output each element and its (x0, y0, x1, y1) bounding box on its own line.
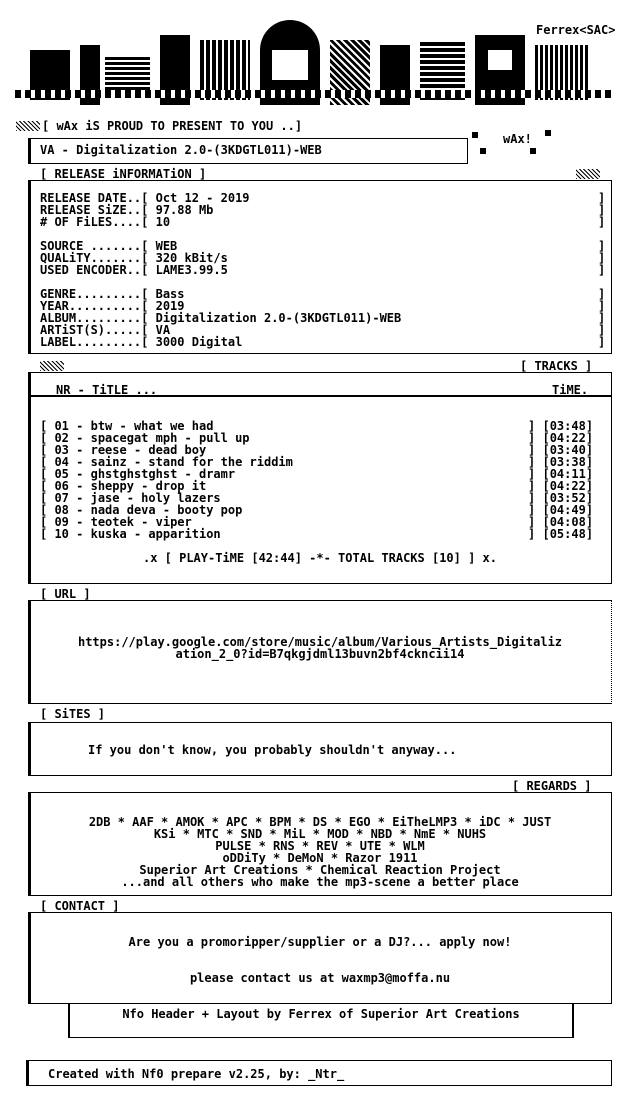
track-title: sainz - stand for the riddim (90, 455, 293, 469)
info-label: SOURCE .......[ (40, 239, 149, 253)
ascii-logo (10, 10, 610, 122)
info-label: USED ENCODER..[ (40, 263, 149, 277)
hatch-decoration (16, 121, 40, 131)
artist-tag: Ferrex<SAC> (536, 23, 616, 37)
info-label: ARTiST(S).....[ (40, 323, 149, 337)
wax-tag: wAx! (503, 132, 532, 146)
track-time: ] [03:52] (528, 491, 594, 505)
credit-text: Nfo Header + Layout by Ferrex of Superior Art Creations (122, 1007, 520, 1021)
tracks-col-time: TiME. (552, 383, 589, 397)
track-nr: 08 (54, 503, 69, 517)
info-value: WEB (155, 239, 178, 253)
track-nr: 02 (54, 431, 69, 445)
track-row: [ 09 - teotek - viper (40, 515, 192, 529)
regards-line: ...and all others who make the mp3-scene a better place (121, 875, 519, 889)
track-time: ] [04:08] (528, 515, 594, 529)
info-value: 2019 (155, 299, 185, 313)
track-title: kuska - apparition (90, 527, 221, 541)
track-row: [ 01 - btw - what we had (40, 419, 214, 433)
contact-heading: [ CONTACT ] (40, 899, 120, 913)
info-value: Digitalization 2.0-(3KDGTL011)-WEB (155, 311, 402, 325)
tracks-summary: .x [ PLAY-TiME [42:44] -*- TOTAL TRACKS [10] ] x. (142, 551, 497, 565)
track-row: [ 04 - sainz - stand for the riddim (40, 455, 293, 469)
info-label: LABEL.........[ (40, 335, 149, 349)
track-row: [ 07 - jase - holy lazers (40, 491, 221, 505)
info-value: LAME3.99.5 (155, 263, 228, 277)
contact-box (28, 912, 612, 1004)
intro-line: [ wAx iS PROUD TO PRESENT TO YOU ..] (42, 119, 303, 133)
info-value: 10 (155, 215, 171, 229)
regards-line: Superior Art Creations * Chemical Reaction Project (139, 863, 501, 877)
track-nr: 07 (54, 491, 69, 505)
info-label: QUALiTY.......[ (40, 251, 149, 265)
track-row: [ 02 - spacegat mph - pull up (40, 431, 250, 445)
track-row: [ 03 - reese - dead boy (40, 443, 207, 457)
track-time: ] [03:38] (528, 455, 594, 469)
hatch-decoration (40, 361, 64, 371)
track-title: reese - dead boy (90, 443, 207, 457)
release-info-heading: [ RELEASE iNFORMATiON ] (40, 167, 207, 181)
regards-line: KSi * MTC * SND * MiL * MOD * NBD * NmE * NUHS (153, 827, 487, 841)
track-title: nada deva - booty pop (90, 503, 243, 517)
track-time: ] [04:22] (528, 431, 594, 445)
info-label: # OF FiLES....[ (40, 215, 149, 229)
track-time: ] [04:49] (528, 503, 594, 517)
track-title: jase - holy lazers (90, 491, 221, 505)
track-title: spacegat mph - pull up (90, 431, 250, 445)
info-row (40, 336, 242, 348)
contact-line-1: Are you a promoripper/supplier or a DJ?... apply now! (128, 935, 512, 949)
tracks-col-title: NR - TiTLE ... (56, 383, 158, 397)
hatch-decoration (576, 169, 600, 179)
track-nr: 05 (54, 467, 69, 481)
track-nr: 04 (54, 455, 69, 469)
track-nr: 01 (54, 419, 69, 433)
track-title: ghstghstghst - dramr (90, 467, 236, 481)
track-time: ] [04:11] (528, 467, 594, 481)
sites-heading: [ SiTES ] (40, 707, 106, 721)
dot-decoration (472, 132, 478, 138)
sites-text: If you don't know, you probably shouldn't anyway... (88, 743, 457, 757)
info-row (40, 216, 170, 228)
track-row: [ 06 - sheppy - drop it (40, 479, 207, 493)
info-value: Oct 12 - 2019 (155, 191, 250, 205)
info-label: ALBUM.........[ (40, 311, 149, 325)
info-value: 97.88 Mb (155, 203, 214, 217)
release-name: VA - Digitalization 2.0-(3KDGTL011)-WEB (40, 143, 322, 157)
regards-line: oDDiTy * DeMoN * Razor 1911 (222, 851, 418, 865)
tracks-heading: [ TRACKS ] (520, 359, 593, 373)
info-value: 320 kBit/s (155, 251, 228, 265)
track-title: teotek - viper (90, 515, 192, 529)
created-text: Created with Nf0 prepare v2.25, by: _Ntr_ (48, 1067, 345, 1081)
info-value: Bass (155, 287, 185, 301)
dot-decoration (545, 130, 551, 136)
regards-line: PULSE * RNS * REV * UTE * WLM (215, 839, 425, 853)
info-value: 3000 Digital (155, 335, 243, 349)
info-label: YEAR..........[ (40, 299, 149, 313)
track-nr: 09 (54, 515, 69, 529)
dot-decoration (530, 148, 536, 154)
track-title: btw - what we had (90, 419, 214, 433)
track-time: ] [03:48] (528, 419, 594, 433)
track-nr: 06 (54, 479, 69, 493)
info-label: RELEASE SiZE..[ (40, 203, 149, 217)
info-right-brackets: ] ] ] ] ] ] ] ] ] ] ] (598, 191, 606, 349)
track-nr: 10 (54, 527, 69, 541)
url-heading: [ URL ] (40, 587, 91, 601)
track-row: [ 05 - ghstghstghst - dramr (40, 467, 236, 481)
track-time: ] [03:40] (528, 443, 594, 457)
info-label: RELEASE DATE..[ (40, 191, 149, 205)
info-row (40, 264, 228, 276)
track-time: ] [04:22] (528, 479, 594, 493)
track-time: ] [05:48] (528, 527, 594, 541)
track-row: [ 08 - nada deva - booty pop (40, 503, 243, 517)
contact-email[interactable]: please contact us at waxmp3@moffa.nu (189, 971, 451, 985)
track-row: [ 10 - kuska - apparition (40, 527, 221, 541)
info-label: GENRE.........[ (40, 287, 149, 301)
track-title: sheppy - drop it (90, 479, 207, 493)
regards-line: 2DB * AAF * AMOK * APC * BPM * DS * EGO * EiTheLMP3 * iDC * JUST (88, 815, 552, 829)
info-value: VA (155, 323, 171, 337)
dot-decoration (480, 148, 486, 154)
track-nr: 03 (54, 443, 69, 457)
regards-heading: [ REGARDS ] (512, 779, 592, 793)
url-line-2: ation_2_0?id=B7qkgjdml13buvn2bf4ckncii14 (175, 647, 465, 661)
url-line-1: https://play.google.com/store/music/album/Various_Artists_Digitaliz (77, 635, 563, 649)
